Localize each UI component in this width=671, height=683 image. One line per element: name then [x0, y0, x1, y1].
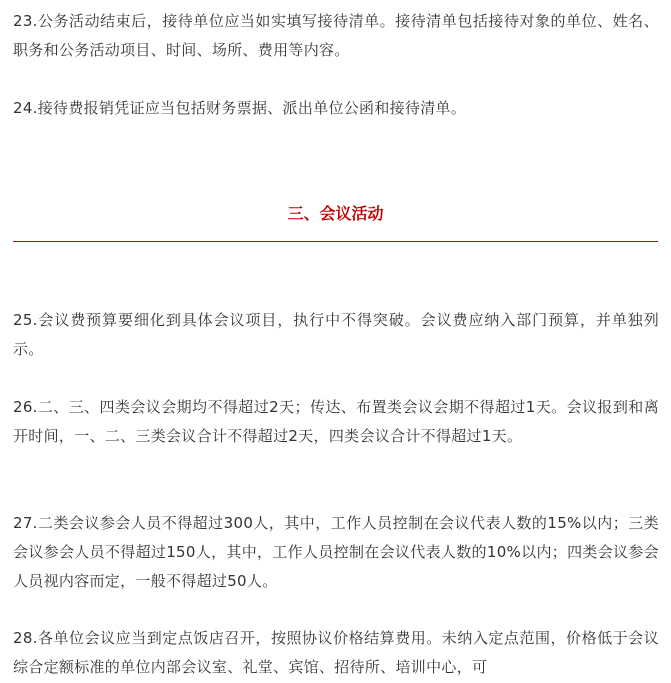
paragraph-28: 28.各单位会议应当到定点饭店召开，按照协议价格结算费用。未纳入定点范围，价格低于会议综合定额标准的单位内部会议室、礼堂、宾馆、招待所、培训中心，可 — [13, 629, 659, 676]
paragraph-24: 24.接待费报销凭证应当包括财务票据、派出单位公函和接待清单。 — [13, 99, 467, 117]
section-heading: 三、会议活动 — [287, 204, 384, 223]
paragraph-27: 27.二类会议参会人员不得超过300人，其中，工作人员控制在会议代表人数的15%以内；三类会议参会人员不得超过150人，其中，工作人员控制在会议代表人数的10%以内；四类会议参会人员视内容而定，一般不得超过50人。 — [13, 514, 659, 590]
paragraph-25: 25.会议费预算要细化到具体会议项目，执行中不得突破。会议费应纳入部门预算，并单独列示。 — [13, 311, 659, 358]
paragraph-26: 26.二、三、四类会议会期均不得超过2天；传达、布置类会议会期不得超过1天。会议报到和离开时间，一、二、三类会议合计不得超过2天，四类会议合计不得超过1天。 — [13, 398, 659, 445]
paragraph-23: 23.公务活动结束后，接待单位应当如实填写接待清单。接待清单包括接待对象的单位、姓名、职务和公务活动项目、时间、场所、费用等内容。 — [13, 12, 659, 59]
section-divider — [13, 241, 658, 242]
